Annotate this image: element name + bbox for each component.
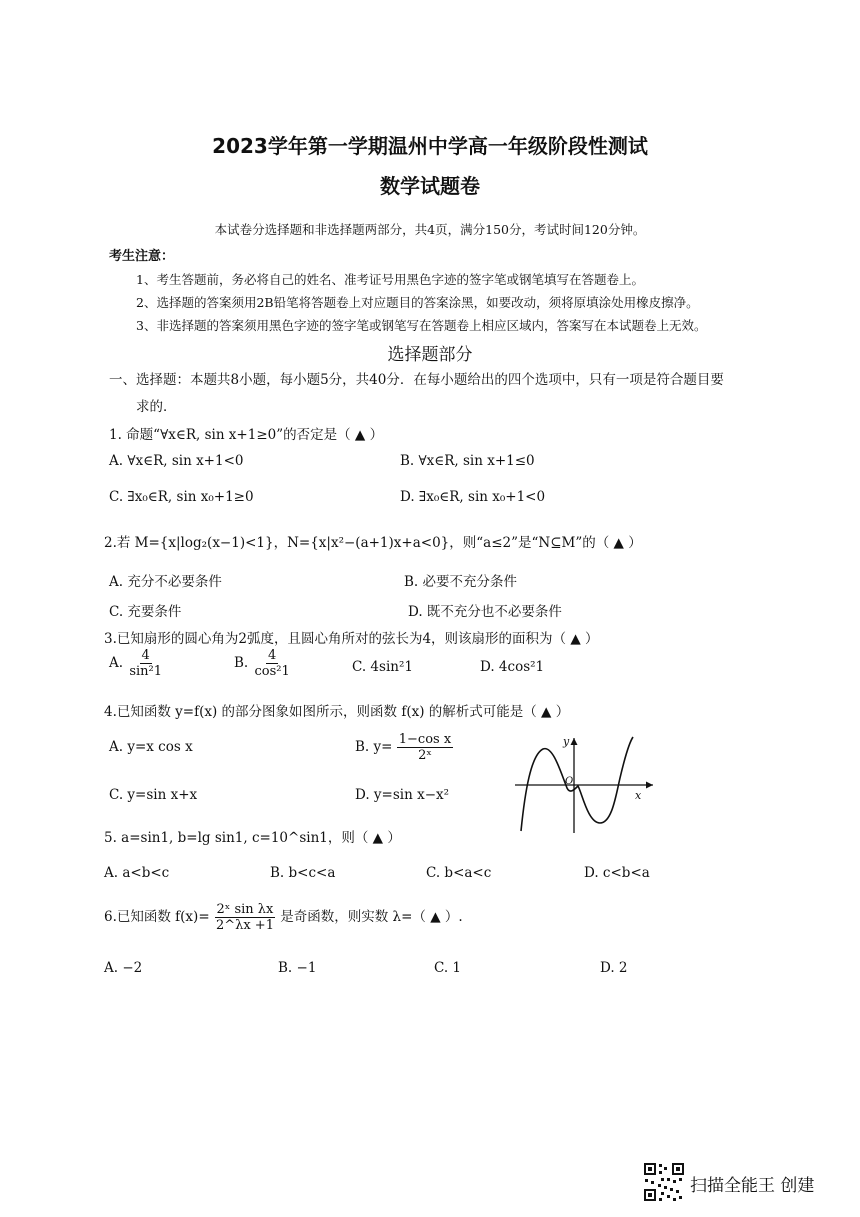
question-4-option-d: D. y=sin x−x² (355, 787, 450, 803)
exam-intro: 本试卷分选择题和非选择题两部分，共4页，满分150分，考试时间120分钟。 (214, 222, 646, 237)
fraction-numerator: 2ˣ sin λx (216, 902, 274, 917)
fraction-numerator: 4 (141, 648, 150, 663)
question-1-option-c: C. ∃x₀∈R, sin x₀+1≥0 (109, 489, 254, 505)
scanner-watermark: 扫描全能王 创建 (690, 1176, 815, 1196)
question-5-stem: 5. a=sin1, b=lg sin1, c=10^sin1，则（ ▲ ） (104, 830, 401, 846)
part1-instructions-line1: 一、选择题：本题共8小题，每小题5分，共40分．在每小题给出的四个选项中，只有一项是符合题目要 (109, 372, 724, 388)
question-6-stem-post: 是奇函数，则实数 λ=（ ▲ ）. (280, 909, 463, 925)
question-2-option-a: A. 充分不必要条件 (109, 574, 222, 590)
question-2-stem: 2.若 M={x|log₂(x−1)<1}，N={x|x²−(a+1)x+a<0}，则“a≤2”是“N⊆M”的（ ▲ ） (104, 535, 642, 551)
question-5-option-a: A. a<b<c (104, 865, 170, 881)
function-graph (510, 733, 660, 835)
question-6-option-d: D. 2 (600, 960, 628, 976)
question-2-option-b: B. 必要不充分条件 (404, 574, 518, 590)
exam-subtitle: 数学试题卷 (380, 174, 480, 198)
question-3-option-a-label: A. (109, 655, 124, 671)
graph-x-label: x (635, 789, 642, 802)
question-6-option-b: B. −1 (278, 960, 317, 976)
question-3-option-a (109, 648, 164, 679)
exam-title: 2023学年第一学期温州中学高一年级阶段性测试 (212, 134, 648, 158)
part1-instructions-line2: 求的． (136, 399, 177, 415)
question-3-option-a-fraction (127, 648, 164, 679)
question-3-option-b-fraction (253, 648, 292, 679)
fraction-denominator: 2ˣ (418, 748, 432, 763)
question-5-option-d: D. c<b<a (584, 865, 650, 881)
note-item-2: 2、选择题的答案须用2B铅笔将答题卷上对应题目的答案涂黑，如要改动，须将原填涂处用橡皮擦净。 (136, 295, 699, 310)
question-4-option-a: A. y=x cos x (109, 739, 193, 755)
fraction-denominator: sin²1 (129, 664, 163, 679)
y-axis-arrow-icon (571, 738, 578, 745)
question-4-option-b (355, 732, 453, 763)
question-6-stem (104, 902, 463, 933)
question-4-option-c: C. y=sin x+x (109, 787, 198, 803)
question-6-option-c: C. 1 (434, 960, 462, 976)
notes-heading: 考生注意： (109, 249, 175, 264)
question-3-option-d: D. 4cos²1 (480, 659, 545, 675)
note-item-3: 3、非选择题的答案须用黑色字迹的签字笔或钢笔写在答题卷上相应区域内，答案写在本试题卷上无效。 (136, 318, 707, 333)
qr-code-icon (643, 1162, 685, 1202)
question-3-option-b-label: B. (234, 655, 249, 671)
function-curve (521, 737, 633, 831)
question-1-stem: 1. 命题“∀x∈R, sin x+1≥0”的否定是（ ▲ ） (109, 427, 384, 443)
question-4-stem: 4.已知函数 y=f(x) 的部分图象如图所示，则函数 f(x) 的解析式可能是（ ▲ ） (104, 704, 570, 720)
fraction-numerator: 4 (268, 648, 277, 663)
question-4-option-b-label: B. y= (355, 739, 393, 755)
question-1-option-a: A. ∀x∈R, sin x+1<0 (109, 453, 244, 469)
question-5-option-b: B. b<c<a (270, 865, 336, 881)
fraction-denominator: 2^λx +1 (215, 918, 274, 933)
note-item-1: 1、考生答题前，务必将自己的姓名、准考证号用黑色字迹的签字笔或钢笔填写在答题卷上。 (136, 272, 644, 287)
graph-y-label: y (563, 735, 570, 748)
question-4-option-b-fraction (397, 732, 453, 763)
question-1-option-d: D. ∃x₀∈R, sin x₀+1<0 (400, 489, 546, 505)
graph-origin-label: O (565, 776, 574, 787)
question-1-option-b: B. ∀x∈R, sin x+1≤0 (400, 453, 535, 469)
question-5-option-c: C. b<a<c (426, 865, 492, 881)
question-6-option-a: A. −2 (104, 960, 143, 976)
x-axis-arrow-icon (646, 782, 653, 789)
question-6-fraction (214, 902, 276, 933)
fraction-denominator: cos²1 (254, 664, 290, 679)
question-2-option-d: D. 既不充分也不必要条件 (408, 604, 562, 620)
fraction-numerator: 1−cos x (398, 732, 452, 747)
question-2-option-c: C. 充要条件 (109, 604, 182, 620)
question-6-stem-pre: 6.已知函数 f(x)= (104, 909, 210, 925)
question-3-option-c: C. 4sin²1 (352, 659, 413, 675)
section-heading: 选择题部分 (387, 345, 473, 365)
question-3-stem: 3.已知扇形的圆心角为2弧度，且圆心角所对的弦长为4，则该扇形的面积为（ ▲ ） (104, 631, 599, 647)
question-3-option-b (234, 648, 292, 679)
